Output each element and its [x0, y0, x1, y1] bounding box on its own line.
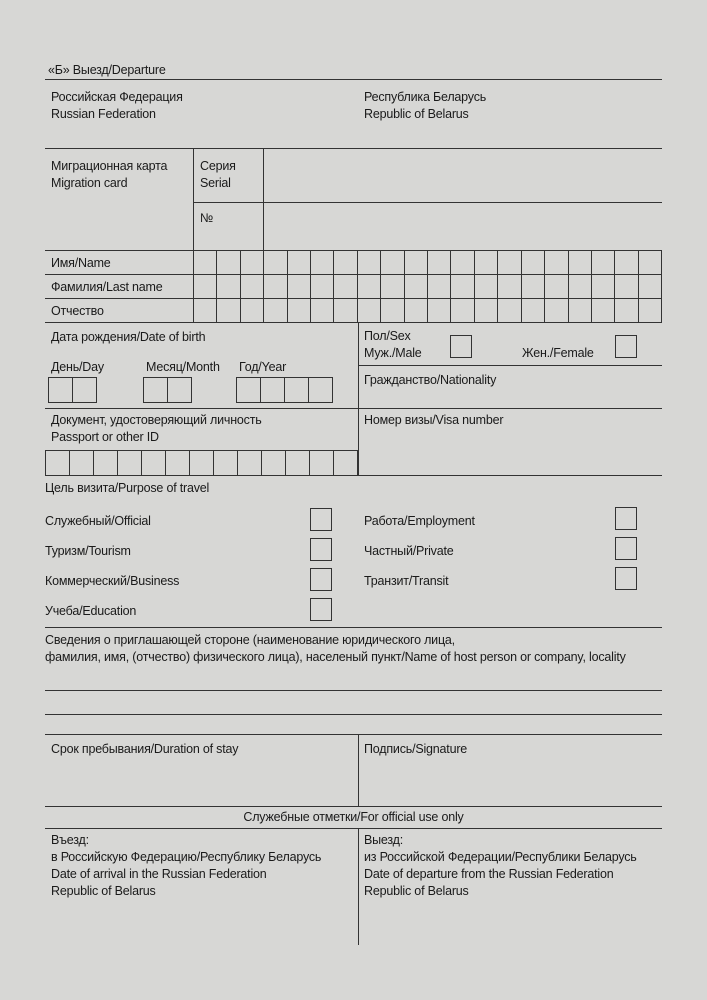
- char-cell[interactable]: [404, 274, 427, 298]
- char-cell[interactable]: [638, 274, 661, 298]
- divider: [45, 274, 662, 275]
- departure-label-line3: Date of departure from the Russian Federation: [364, 867, 614, 881]
- birth-day-label: День/Day: [51, 360, 104, 374]
- char-cell[interactable]: [404, 250, 427, 274]
- purpose-private-label: Частный/Private: [364, 544, 454, 558]
- departure-stamp-area[interactable]: [359, 900, 662, 945]
- document-label-ru: Документ, удостоверяющий личность: [51, 413, 262, 427]
- purpose-tourism-checkbox[interactable]: [310, 538, 332, 561]
- purpose-employment-label: Работа/Employment: [364, 514, 475, 528]
- char-cell[interactable]: [284, 377, 309, 403]
- purpose-official-checkbox[interactable]: [310, 508, 332, 531]
- serial-value-area[interactable]: [264, 149, 662, 202]
- char-cell[interactable]: [357, 298, 380, 322]
- char-cell[interactable]: [404, 298, 427, 322]
- migration-card-title-en: Migration card: [51, 176, 128, 190]
- char-cell[interactable]: [310, 274, 333, 298]
- char-cell[interactable]: [193, 274, 216, 298]
- char-cell[interactable]: [427, 274, 450, 298]
- char-cell[interactable]: [380, 274, 403, 298]
- divider: [45, 734, 662, 735]
- char-cell[interactable]: [72, 377, 97, 403]
- char-cell[interactable]: [427, 250, 450, 274]
- char-cell[interactable]: [309, 451, 333, 475]
- char-cell[interactable]: [213, 451, 237, 475]
- divider: [45, 627, 662, 628]
- char-cell[interactable]: [497, 250, 520, 274]
- char-cell[interactable]: [474, 298, 497, 322]
- char-cell[interactable]: [263, 274, 286, 298]
- signature-area[interactable]: [359, 760, 662, 805]
- char-cell[interactable]: [240, 274, 263, 298]
- form-part-title: «Б» Выезд/Departure: [48, 63, 166, 77]
- char-cell[interactable]: [450, 298, 473, 322]
- arrival-label-line1: Въезд:: [51, 833, 89, 847]
- char-cell[interactable]: [263, 250, 286, 274]
- char-cell[interactable]: [167, 377, 192, 403]
- purpose-business-checkbox[interactable]: [310, 568, 332, 591]
- birth-month-label: Месяц/Month: [146, 360, 220, 374]
- char-cell[interactable]: [143, 377, 168, 403]
- purpose-tourism-label: Туризм/Tourism: [45, 544, 131, 558]
- divider: [45, 475, 662, 476]
- char-cell[interactable]: [236, 377, 261, 403]
- char-cell[interactable]: [521, 274, 544, 298]
- char-cell[interactable]: [216, 250, 239, 274]
- birth-month-cells[interactable]: [143, 377, 192, 403]
- char-cell[interactable]: [193, 298, 216, 322]
- char-cell[interactable]: [333, 274, 356, 298]
- char-cell[interactable]: [568, 274, 591, 298]
- divider: [45, 298, 662, 299]
- char-cell[interactable]: [310, 298, 333, 322]
- char-cell[interactable]: [287, 274, 310, 298]
- country-belarus-ru: Республика Беларусь: [364, 90, 487, 104]
- migration-card-title-ru: Миграционная карта: [51, 159, 168, 173]
- country-belarus-en: Republic of Belarus: [364, 107, 469, 121]
- char-cell[interactable]: [287, 250, 310, 274]
- document-label-en: Passport or other ID: [51, 430, 159, 444]
- passport-number-cell-row[interactable]: [45, 450, 358, 475]
- host-write-line-2[interactable]: [45, 714, 662, 715]
- char-cell[interactable]: [48, 377, 73, 403]
- departure-label-line2: из Российской Федерации/Республики Беларусь: [364, 850, 637, 864]
- duration-of-stay-label: Срок пребывания/Duration of stay: [51, 742, 239, 756]
- departure-label-line1: Выезд:: [364, 833, 404, 847]
- patronymic-label: Отчество: [51, 304, 104, 318]
- char-cell[interactable]: [614, 298, 637, 322]
- char-cell[interactable]: [333, 451, 357, 475]
- birth-year-label: Год/Year: [239, 360, 287, 374]
- sex-male-label: Муж./Male: [364, 346, 422, 360]
- char-cell[interactable]: [261, 451, 285, 475]
- divider: [45, 806, 662, 807]
- char-cell[interactable]: [193, 250, 216, 274]
- sex-female-checkbox[interactable]: [615, 335, 637, 358]
- last-name-cell-row[interactable]: [193, 274, 662, 298]
- arrival-stamp-area[interactable]: [46, 900, 358, 945]
- nationality-label: Гражданство/Nationality: [364, 373, 497, 387]
- country-russia-en: Russian Federation: [51, 107, 156, 121]
- sex-female-label: Жен./Female: [522, 346, 594, 360]
- char-cell[interactable]: [497, 298, 520, 322]
- char-cell[interactable]: [427, 298, 450, 322]
- serial-label-ru: Серия: [200, 159, 236, 173]
- divider: [358, 365, 662, 366]
- char-cell[interactable]: [287, 298, 310, 322]
- birth-year-cells[interactable]: [236, 377, 333, 403]
- char-cell[interactable]: [310, 250, 333, 274]
- purpose-education-label: Учеба/Education: [45, 604, 137, 618]
- char-cell[interactable]: [117, 451, 141, 475]
- char-cell[interactable]: [474, 250, 497, 274]
- purpose-education-checkbox[interactable]: [310, 598, 332, 621]
- char-cell[interactable]: [521, 298, 544, 322]
- purpose-label: Цель визита/Purpose of travel: [45, 481, 210, 495]
- char-cell[interactable]: [165, 451, 189, 475]
- char-cell[interactable]: [638, 250, 661, 274]
- char-cell[interactable]: [308, 377, 333, 403]
- birth-date-label: Дата рождения/Date of birth: [51, 330, 206, 344]
- host-label-line2: фамилия, имя, (отчество) физического лица), населеный пункт/Name of host person or company, locality: [45, 650, 626, 664]
- birth-day-cells[interactable]: [48, 377, 97, 403]
- duration-of-stay-value-area[interactable]: [46, 760, 358, 805]
- char-cell[interactable]: [544, 274, 567, 298]
- signature-label: Подпись/Signature: [364, 742, 468, 756]
- char-cell[interactable]: [260, 377, 285, 403]
- char-cell[interactable]: [240, 250, 263, 274]
- char-cell[interactable]: [474, 274, 497, 298]
- visa-number-value-area[interactable]: [359, 430, 662, 474]
- char-cell[interactable]: [450, 250, 473, 274]
- char-cell[interactable]: [380, 250, 403, 274]
- divider: [45, 79, 662, 80]
- char-cell[interactable]: [614, 250, 637, 274]
- char-cell[interactable]: [240, 298, 263, 322]
- char-cell[interactable]: [568, 298, 591, 322]
- char-cell[interactable]: [497, 274, 520, 298]
- char-cell[interactable]: [189, 451, 213, 475]
- arrival-label-line3: Date of arrival in the Russian Federation: [51, 867, 267, 881]
- first-name-label: Имя/Name: [51, 256, 111, 270]
- char-cell[interactable]: [45, 451, 69, 475]
- char-cell[interactable]: [216, 298, 239, 322]
- char-cell[interactable]: [333, 298, 356, 322]
- last-name-label: Фамилия/Last name: [51, 280, 163, 294]
- arrival-label-line4: Republic of Belarus: [51, 884, 156, 898]
- divider: [45, 322, 662, 323]
- purpose-official-label: Служебный/Official: [45, 514, 151, 528]
- char-cell[interactable]: [285, 451, 309, 475]
- char-cell[interactable]: [357, 250, 380, 274]
- char-cell[interactable]: [141, 451, 165, 475]
- purpose-private-checkbox[interactable]: [615, 537, 637, 560]
- char-cell[interactable]: [544, 298, 567, 322]
- arrival-label-line2: в Российскую Федерацию/Республику Беларусь: [51, 850, 322, 864]
- char-cell[interactable]: [333, 250, 356, 274]
- number-value-area[interactable]: [264, 203, 662, 250]
- sex-male-checkbox[interactable]: [450, 335, 472, 358]
- sex-label: Пол/Sex: [364, 329, 411, 343]
- char-cell[interactable]: [69, 451, 93, 475]
- patronymic-cell-row[interactable]: [193, 298, 662, 322]
- char-cell[interactable]: [614, 274, 637, 298]
- first-name-cell-row[interactable]: [193, 250, 662, 274]
- char-cell[interactable]: [357, 274, 380, 298]
- divider: [45, 828, 662, 829]
- visa-number-label: Номер визы/Visa number: [364, 413, 504, 427]
- char-cell[interactable]: [591, 250, 614, 274]
- country-russia-ru: Российская Федерация: [51, 90, 183, 104]
- official-use-label: Служебные отметки/For official use only: [243, 810, 464, 824]
- divider: [45, 408, 662, 409]
- purpose-business-label: Коммерческий/Business: [45, 574, 180, 588]
- char-cell[interactable]: [237, 451, 261, 475]
- char-cell[interactable]: [450, 274, 473, 298]
- host-write-line-1[interactable]: [45, 690, 662, 691]
- departure-label-line4: Republic of Belarus: [364, 884, 469, 898]
- serial-label-en: Serial: [200, 176, 231, 190]
- number-sign-label: №: [200, 211, 214, 225]
- char-cell[interactable]: [263, 298, 286, 322]
- purpose-transit-checkbox[interactable]: [615, 567, 637, 590]
- char-cell[interactable]: [521, 250, 544, 274]
- char-cell[interactable]: [216, 274, 239, 298]
- char-cell[interactable]: [93, 451, 117, 475]
- purpose-transit-label: Транзит/Transit: [364, 574, 449, 588]
- char-cell[interactable]: [568, 250, 591, 274]
- char-cell[interactable]: [591, 274, 614, 298]
- char-cell[interactable]: [638, 298, 661, 322]
- char-cell[interactable]: [544, 250, 567, 274]
- host-label-line1: Сведения о приглашающей стороне (наименование юридического лица,: [45, 633, 455, 647]
- char-cell[interactable]: [380, 298, 403, 322]
- char-cell[interactable]: [591, 298, 614, 322]
- purpose-employment-checkbox[interactable]: [615, 507, 637, 530]
